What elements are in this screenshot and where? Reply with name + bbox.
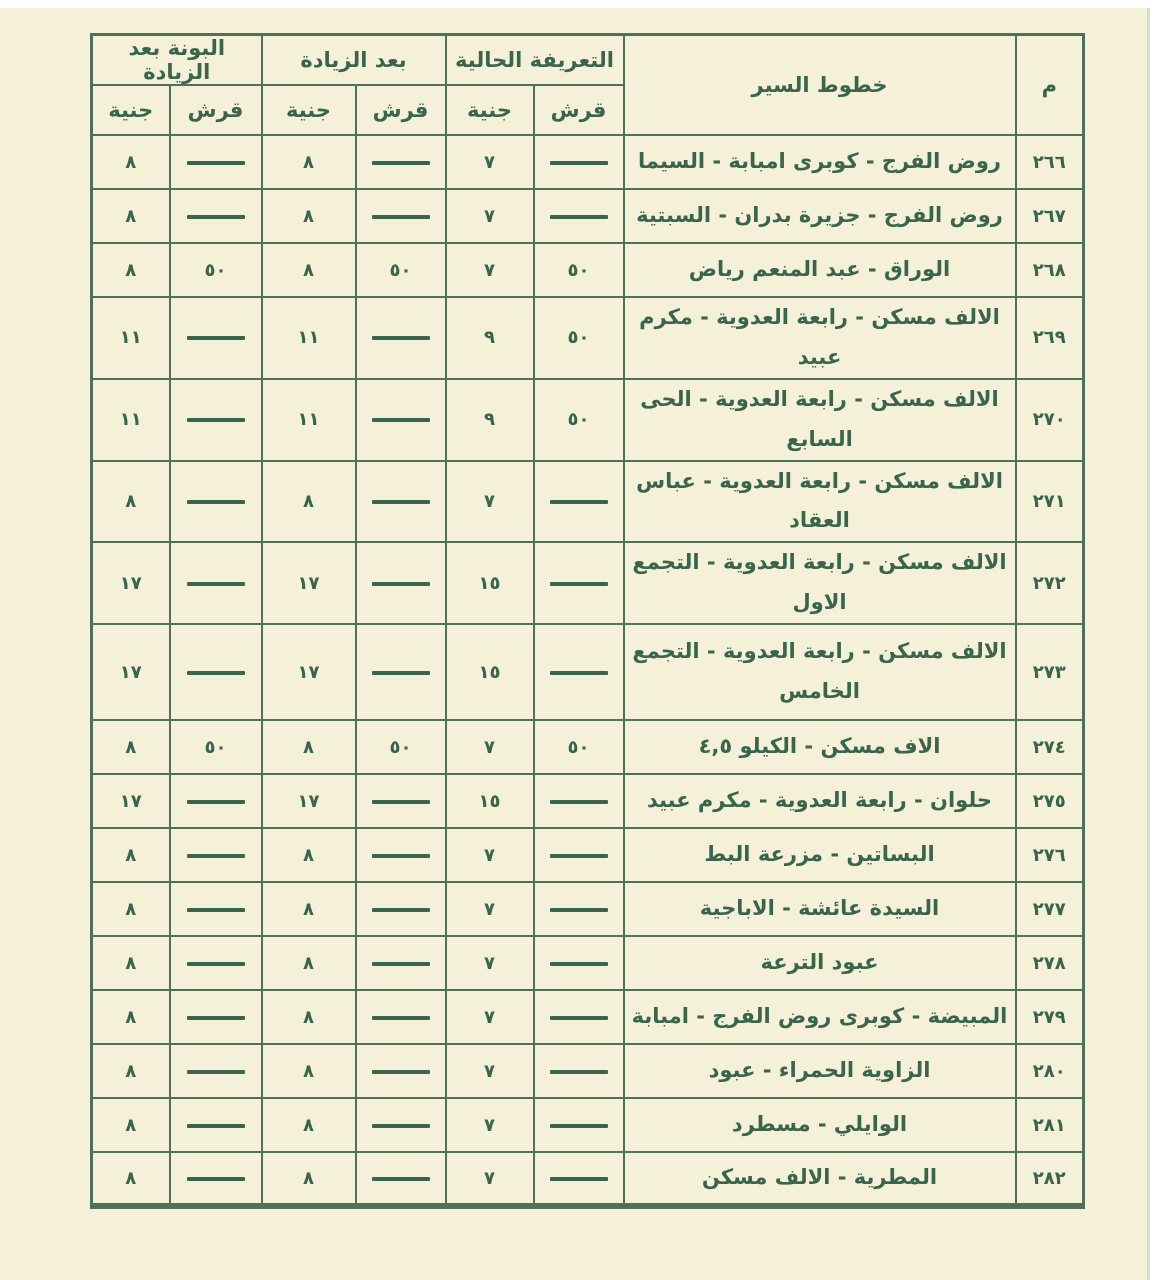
qirsh-value — [534, 624, 624, 720]
genia-value: ٨ — [92, 135, 170, 189]
empty-value-dash — [187, 671, 245, 675]
route-name: المطرية - الالف مسكن — [624, 1152, 1016, 1206]
tariff-table — [90, 33, 1085, 1209]
empty-value-dash — [372, 500, 430, 504]
row-number: ٢٧٣ — [1016, 624, 1084, 720]
qirsh-value — [356, 379, 446, 461]
qirsh-value — [534, 882, 624, 936]
empty-value-dash — [372, 800, 430, 804]
route-name: الالف مسكن - رابعة العدوية - مكرم عبيد — [624, 297, 1016, 379]
route-name: الوايلي - مسطرد — [624, 1098, 1016, 1152]
row-number: ٢٧١ — [1016, 461, 1084, 543]
genia-value: ١١ — [262, 297, 356, 379]
row-number: ٢٧٥ — [1016, 774, 1084, 828]
genia-value: ٨ — [262, 1044, 356, 1098]
qirsh-value — [534, 828, 624, 882]
empty-value-dash — [372, 1070, 430, 1074]
qirsh-value — [534, 135, 624, 189]
qirsh-value — [170, 1152, 262, 1206]
empty-value-dash — [550, 1124, 608, 1128]
empty-value-dash — [187, 215, 245, 219]
table-row — [92, 990, 1084, 1044]
header-genia-current: جنية — [446, 85, 534, 135]
qirsh-value: ٥٠ — [534, 720, 624, 774]
table-row — [92, 1098, 1084, 1152]
qirsh-value: ٥٠ — [534, 379, 624, 461]
qirsh-value — [170, 828, 262, 882]
qirsh-value — [356, 135, 446, 189]
empty-value-dash — [372, 161, 430, 165]
qirsh-value — [534, 461, 624, 543]
qirsh-value — [356, 828, 446, 882]
qirsh-value — [534, 1098, 624, 1152]
qirsh-value — [534, 1152, 624, 1206]
row-number: ٢٦٩ — [1016, 297, 1084, 379]
empty-value-dash — [187, 161, 245, 165]
genia-value: ٧ — [446, 990, 534, 1044]
route-name: الالف مسكن - رابعة العدوية - عباس العقاد — [624, 461, 1016, 543]
qirsh-value — [170, 1098, 262, 1152]
qirsh-value — [356, 1152, 446, 1206]
table-row — [92, 774, 1084, 828]
empty-value-dash — [187, 582, 245, 586]
table-row — [92, 461, 1084, 543]
genia-value: ١٧ — [92, 624, 170, 720]
empty-value-dash — [550, 161, 608, 165]
genia-value: ٨ — [92, 720, 170, 774]
genia-value: ٧ — [446, 1152, 534, 1206]
genia-value: ٨ — [92, 1044, 170, 1098]
qirsh-value — [356, 189, 446, 243]
header-genia-bona: جنية — [92, 85, 170, 135]
genia-value: ١١ — [92, 379, 170, 461]
genia-value: ٨ — [92, 1152, 170, 1206]
header-group-row — [92, 35, 1084, 86]
genia-value: ١٧ — [262, 624, 356, 720]
genia-value: ٨ — [262, 720, 356, 774]
genia-value: ٩ — [446, 297, 534, 379]
table-body — [92, 135, 1084, 1206]
empty-value-dash — [372, 1016, 430, 1020]
empty-value-dash — [372, 908, 430, 912]
empty-value-dash — [372, 582, 430, 586]
route-name: البساتين - مزرعة البط — [624, 828, 1016, 882]
route-name: الاف مسكن - الكيلو ٤,٥ — [624, 720, 1016, 774]
genia-value: ٨ — [262, 1098, 356, 1152]
qirsh-value — [170, 990, 262, 1044]
genia-value: ٨ — [92, 828, 170, 882]
empty-value-dash — [187, 500, 245, 504]
table-row — [92, 542, 1084, 624]
row-number: ٢٨٢ — [1016, 1152, 1084, 1206]
empty-value-dash — [187, 418, 245, 422]
row-number: ٢٦٧ — [1016, 189, 1084, 243]
route-name: السيدة عائشة - الاباجية — [624, 882, 1016, 936]
header-qirsh-current: قرش — [534, 85, 624, 135]
qirsh-value: ٥٠ — [534, 297, 624, 379]
empty-value-dash — [550, 1016, 608, 1020]
qirsh-value — [356, 990, 446, 1044]
qirsh-value: ٥٠ — [356, 243, 446, 297]
header-group-current-tariff: التعريفة الحالية — [446, 35, 624, 86]
empty-value-dash — [372, 854, 430, 858]
genia-value: ٨ — [262, 936, 356, 990]
header-qirsh-bona: قرش — [170, 85, 262, 135]
empty-value-dash — [372, 418, 430, 422]
route-name: روض الفرج - جزيرة بدران - السبتية — [624, 189, 1016, 243]
genia-value: ١٧ — [262, 542, 356, 624]
row-number: ٢٧٩ — [1016, 990, 1084, 1044]
table-row — [92, 189, 1084, 243]
empty-value-dash — [550, 1177, 608, 1181]
genia-value: ٨ — [262, 243, 356, 297]
route-name: الالف مسكن - رابعة العدوية - التجمع الاول — [624, 542, 1016, 624]
empty-value-dash — [187, 962, 245, 966]
qirsh-value — [356, 461, 446, 543]
header-group-bona-after-increase: البونة بعد الزيادة — [92, 35, 262, 86]
empty-value-dash — [550, 500, 608, 504]
empty-value-dash — [550, 1070, 608, 1074]
row-number: ٢٦٦ — [1016, 135, 1084, 189]
table-row — [92, 828, 1084, 882]
qirsh-value — [170, 135, 262, 189]
qirsh-value — [170, 297, 262, 379]
empty-value-dash — [187, 1177, 245, 1181]
qirsh-value — [170, 379, 262, 461]
qirsh-value — [170, 774, 262, 828]
qirsh-value — [356, 1044, 446, 1098]
qirsh-value — [170, 624, 262, 720]
table-row — [92, 1044, 1084, 1098]
genia-value: ٨ — [262, 1152, 356, 1206]
empty-value-dash — [187, 1016, 245, 1020]
header-no: م — [1016, 35, 1084, 136]
table-row — [92, 1152, 1084, 1206]
genia-value: ٨ — [92, 461, 170, 543]
row-number: ٢٦٨ — [1016, 243, 1084, 297]
genia-value: ٧ — [446, 243, 534, 297]
row-number: ٢٧٤ — [1016, 720, 1084, 774]
row-number: ٢٧٧ — [1016, 882, 1084, 936]
empty-value-dash — [372, 215, 430, 219]
genia-value: ١١ — [262, 379, 356, 461]
genia-value: ١١ — [92, 297, 170, 379]
genia-value: ٨ — [262, 461, 356, 543]
qirsh-value — [356, 774, 446, 828]
header-routes: خطوط السير — [624, 35, 1016, 136]
route-name: المبيضة - كوبرى روض الفرج - امبابة — [624, 990, 1016, 1044]
document-page — [0, 8, 1150, 1280]
route-name: الوراق - عبد المنعم رياض — [624, 243, 1016, 297]
empty-value-dash — [187, 908, 245, 912]
genia-value: ١٥ — [446, 542, 534, 624]
qirsh-value — [356, 624, 446, 720]
genia-value: ١٥ — [446, 624, 534, 720]
genia-value: ٧ — [446, 720, 534, 774]
route-name: عبود الترعة — [624, 936, 1016, 990]
row-number: ٢٧٦ — [1016, 828, 1084, 882]
genia-value: ١٧ — [92, 774, 170, 828]
genia-value: ٨ — [262, 990, 356, 1044]
genia-value: ١٧ — [92, 542, 170, 624]
qirsh-value — [356, 882, 446, 936]
qirsh-value — [170, 936, 262, 990]
qirsh-value — [534, 936, 624, 990]
qirsh-value: ٥٠ — [534, 243, 624, 297]
empty-value-dash — [372, 1124, 430, 1128]
empty-value-dash — [372, 1177, 430, 1181]
empty-value-dash — [372, 671, 430, 675]
qirsh-value — [534, 774, 624, 828]
empty-value-dash — [550, 582, 608, 586]
row-number: ٢٨٠ — [1016, 1044, 1084, 1098]
genia-value: ٧ — [446, 936, 534, 990]
genia-value: ٨ — [92, 936, 170, 990]
qirsh-value — [356, 297, 446, 379]
empty-value-dash — [550, 800, 608, 804]
empty-value-dash — [187, 800, 245, 804]
genia-value: ٧ — [446, 1044, 534, 1098]
qirsh-value — [534, 990, 624, 1044]
genia-value: ٨ — [92, 990, 170, 1044]
table-row — [92, 135, 1084, 189]
table-row — [92, 243, 1084, 297]
empty-value-dash — [550, 854, 608, 858]
genia-value: ٨ — [262, 882, 356, 936]
genia-value: ٧ — [446, 189, 534, 243]
qirsh-value: ٥٠ — [170, 243, 262, 297]
genia-value: ٨ — [92, 189, 170, 243]
genia-value: ١٧ — [262, 774, 356, 828]
route-name: الالف مسكن - رابعة العدوية - التجمع الخامس — [624, 624, 1016, 720]
table-header — [92, 35, 1084, 136]
qirsh-value — [356, 936, 446, 990]
genia-value: ١٥ — [446, 774, 534, 828]
genia-value: ٨ — [262, 189, 356, 243]
genia-value: ٨ — [92, 243, 170, 297]
genia-value: ٩ — [446, 379, 534, 461]
qirsh-value — [170, 882, 262, 936]
empty-value-dash — [550, 908, 608, 912]
table-row — [92, 624, 1084, 720]
genia-value: ٧ — [446, 135, 534, 189]
empty-value-dash — [187, 1124, 245, 1128]
qirsh-value — [356, 1098, 446, 1152]
route-name: روض الفرج - كوبرى امبابة - السيما — [624, 135, 1016, 189]
qirsh-value — [170, 189, 262, 243]
empty-value-dash — [550, 671, 608, 675]
table-row — [92, 297, 1084, 379]
qirsh-value — [534, 1044, 624, 1098]
empty-value-dash — [550, 215, 608, 219]
genia-value: ٨ — [262, 828, 356, 882]
row-number: ٢٧٨ — [1016, 936, 1084, 990]
qirsh-value — [170, 1044, 262, 1098]
qirsh-value — [170, 542, 262, 624]
route-name: الالف مسكن - رابعة العدوية - الحى السابع — [624, 379, 1016, 461]
qirsh-value — [534, 542, 624, 624]
genia-value: ٨ — [92, 1098, 170, 1152]
genia-value: ٧ — [446, 828, 534, 882]
empty-value-dash — [187, 1070, 245, 1074]
row-number: ٢٧٢ — [1016, 542, 1084, 624]
qirsh-value — [170, 461, 262, 543]
table-row — [92, 379, 1084, 461]
empty-value-dash — [187, 854, 245, 858]
qirsh-value: ٥٠ — [356, 720, 446, 774]
table-row — [92, 882, 1084, 936]
genia-value: ٨ — [262, 135, 356, 189]
qirsh-value — [534, 189, 624, 243]
empty-value-dash — [372, 962, 430, 966]
empty-value-dash — [187, 336, 245, 340]
genia-value: ٧ — [446, 882, 534, 936]
header-qirsh-after: قرش — [356, 85, 446, 135]
header-genia-after: جنية — [262, 85, 356, 135]
row-number: ٢٧٠ — [1016, 379, 1084, 461]
empty-value-dash — [550, 962, 608, 966]
route-name: الزاوية الحمراء - عبود — [624, 1044, 1016, 1098]
qirsh-value: ٥٠ — [170, 720, 262, 774]
qirsh-value — [356, 542, 446, 624]
table-row — [92, 720, 1084, 774]
empty-value-dash — [372, 336, 430, 340]
genia-value: ٧ — [446, 1098, 534, 1152]
table-row — [92, 936, 1084, 990]
header-group-after-increase: بعد الزيادة — [262, 35, 446, 86]
row-number: ٢٨١ — [1016, 1098, 1084, 1152]
route-name: حلوان - رابعة العدوية - مكرم عبيد — [624, 774, 1016, 828]
genia-value: ٧ — [446, 461, 534, 543]
genia-value: ٨ — [92, 882, 170, 936]
